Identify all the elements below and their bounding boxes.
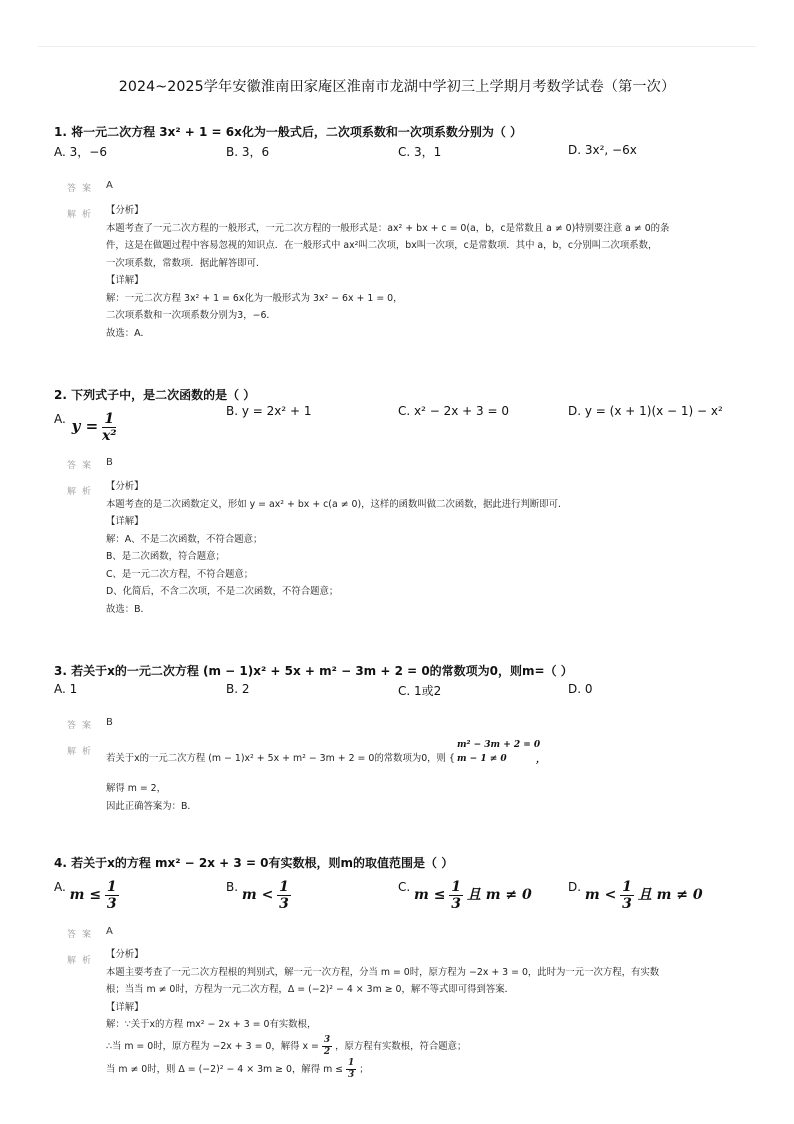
q1-option-c[interactable]: C. 3，1	[398, 145, 442, 159]
q4-line: 根；当当 m ≠ 0时，方程为一元二次方程，Δ = (−2)² − 4 × 3m ≥ 0，解不等式即可得到答案．	[106, 984, 514, 995]
q4-option-fraction	[105, 880, 119, 911]
q1-option-a[interactable]: A. 3，−6	[54, 145, 107, 159]
q4-option-letter: D.	[568, 880, 582, 894]
fraction-numerator: 3	[323, 1034, 331, 1045]
q1-line: 故选：A．	[106, 327, 150, 339]
q2-solution	[106, 478, 746, 618]
q4-line: 本题主要考查了一元二次方程根的判别式，解一元一次方程，分当 m = 0时，原方程为 −2x + 3 = 0，此时为一元一次方程，有实数	[106, 966, 660, 978]
q4-line: 解：∵关于x的方程 mx² − 2x + 3 = 0有实数根，	[106, 1019, 317, 1030]
q4-option-letter: B.	[226, 880, 239, 894]
q3-option-a[interactable]: A. 1	[54, 682, 78, 696]
q4-option-b[interactable]	[226, 872, 291, 912]
q1-line: 二次项系数和一次项系数分别为3，−6．	[106, 310, 276, 321]
q3-option-c[interactable]: C. 1或2	[398, 684, 442, 698]
fraction-numerator: 1	[106, 879, 117, 895]
q2-option-c[interactable]: C. x² − 2x + 3 = 0	[398, 404, 509, 418]
q4-line-6-fraction	[322, 1036, 332, 1057]
q1-line: 解：一元二次方程 3x² + 1 = 6x化为一般形式为 3x² − 6x + 1 = 0，	[106, 292, 403, 304]
fraction-denominator: 3	[279, 896, 289, 912]
q2-line: 【分析】	[106, 481, 144, 492]
fraction-numerator: 1	[102, 412, 116, 428]
fraction-denominator: 3	[451, 896, 462, 912]
q2-option-a-letter: A.	[54, 412, 66, 426]
q1-line: 【分析】	[106, 205, 144, 216]
q4-option-lhs: m <	[241, 887, 274, 903]
q4-line-6-pre: ∴当 m = 0时，原方程为 −2x + 3 = 0，解得 x =	[106, 1040, 319, 1052]
q4-option-lhs: m <	[584, 887, 617, 903]
q3-analysis-label: 解析	[67, 747, 98, 757]
q4-line: 【详解】	[106, 1001, 144, 1013]
q1-option-b[interactable]: B. 3，6	[226, 145, 270, 159]
q2-line: B、是二次函数，符合题意；	[106, 551, 225, 562]
header-divider	[38, 46, 756, 47]
q4-option-fraction	[277, 880, 291, 911]
q3-line: 解得 m = 2，	[106, 783, 167, 794]
q4-option-lhs: m ≤	[414, 887, 446, 903]
q4-line: 【分析】	[106, 949, 144, 960]
q4-line-6	[106, 1036, 746, 1057]
q2-line: 【详解】	[106, 516, 144, 527]
page-title: 2024~2025学年安徽淮南田家庵区淮南市龙湖中学初三上学期月考数学试卷（第一次）	[118, 79, 676, 95]
fraction-denominator: 3	[622, 896, 632, 912]
q4-option-lhs: m ≤	[69, 887, 102, 903]
q4-line-6-post: ，原方程有实数根，符合题意；	[335, 1040, 467, 1052]
q2-option-a-fraction	[102, 412, 116, 443]
q1-analysis-label: 解析	[67, 210, 98, 220]
q3-answer-label: 答案	[67, 721, 98, 731]
q4-line-7-pre: 当 m ≠ 0时，则 Δ = (−2)² − 4 × 3m ≥ 0，解得 m ≤	[106, 1063, 344, 1075]
q2-line: D、化简后，不含二次项，不是二次函数，不符合题意；	[106, 586, 339, 597]
q2-option-a[interactable]	[54, 404, 117, 444]
q1-option-d[interactable]: D. 3x², −6x	[568, 143, 637, 157]
q1-line: 【详解】	[106, 275, 144, 286]
fraction-numerator: 1	[451, 879, 462, 895]
q4-line-7-fraction	[346, 1059, 356, 1080]
q2-option-d[interactable]: D. y = (x + 1)(x − 1) − x²	[568, 404, 723, 418]
question-2-options	[54, 404, 754, 442]
q3-option-d[interactable]: D. 0	[568, 682, 593, 696]
fraction-numerator: 1	[622, 879, 632, 895]
q4-answer: A	[106, 926, 113, 937]
q2-analysis-label: 解析	[67, 487, 98, 497]
question-2-stem: 2. 下列式子中，是二次函数的是（ ）	[54, 388, 256, 402]
q2-line: 故选：B．	[106, 603, 150, 615]
q2-option-b[interactable]: B. y = 2x² + 1	[226, 404, 312, 418]
fraction-numerator: 1	[279, 879, 289, 895]
q3-system-top: m² − 3m + 2 = 0	[457, 740, 541, 750]
q1-line: 本题考查了一元二次方程的一般形式，一元二次方程的一般形式是：ax² + bx + c = 0(a，b，c是常数且 a ≠ 0)特别要注意 a ≠ 0的条	[106, 222, 670, 234]
q2-answer: B	[106, 457, 113, 468]
q1-answer-label: 答案	[67, 184, 98, 194]
q4-line-7	[106, 1059, 746, 1080]
q4-option-d[interactable]	[568, 872, 703, 912]
q4-option-letter: C.	[398, 880, 411, 894]
q2-answer-label: 答案	[67, 461, 98, 471]
fraction-denominator: x²	[101, 428, 117, 444]
q3-solution-line-1: 若关于x的一元二次方程 (m − 1)x² + 5x + m² − 3m + 2 = 0的常数项为0，则 {	[106, 753, 455, 764]
q4-option-c[interactable]	[398, 872, 532, 912]
q2-line: C、是一元二次方程，不符合题意；	[106, 568, 254, 580]
q4-answer-label: 答案	[67, 930, 98, 940]
q4-option-fraction	[620, 880, 634, 911]
q2-line: 本题考查的是二次函数定义，形如 y = ax² + bx + c(a ≠ 0)，这样的函数叫做二次函数，据此进行判断即可．	[106, 498, 568, 510]
q1-solution	[106, 202, 746, 342]
question-1-stem: 1. 将一元二次方程 3x² + 1 = 6x化为一般式后，二次项系数和一次项系数分别为（ ）	[54, 125, 523, 139]
q1-line: 一次项系数，常数项．据此解答即可．	[106, 257, 266, 269]
fraction-denominator: 3	[106, 896, 117, 912]
q4-line-7-post: ；	[359, 1063, 369, 1075]
fraction-denominator: 3	[348, 1069, 355, 1080]
q1-answer: A	[106, 180, 113, 191]
q3-answer: B	[106, 717, 113, 728]
q3-system-bottom: m − 1 ≠ 0	[457, 754, 507, 764]
q3-option-b[interactable]: B. 2	[226, 682, 250, 696]
fraction-denominator: 2	[323, 1046, 331, 1057]
q4-analysis-label: 解析	[67, 956, 98, 966]
question-3-options	[54, 682, 754, 712]
q4-option-tail: 且 m ≠ 0	[466, 887, 532, 903]
q4-option-a[interactable]	[54, 872, 119, 912]
question-4-options	[54, 872, 754, 912]
q2-option-a-lhs: y =	[71, 417, 99, 435]
q3-line: 因此正确答案为：B．	[106, 800, 197, 812]
q4-option-letter: A.	[54, 880, 66, 894]
fraction-numerator: 1	[348, 1057, 355, 1068]
q4-option-fraction	[449, 880, 463, 911]
question-1-options	[54, 143, 754, 173]
q1-line: 件，这是在做题过程中容易忽视的知识点．在一般形式中 ax²叫二次项，bx叫一次项，c是常数项．其中 a，b，c分别叫二次项系数，	[106, 240, 658, 251]
q4-option-tail: 且 m ≠ 0	[637, 887, 703, 903]
q3-solution	[106, 780, 746, 815]
question-4-stem: 4. 若关于x的方程 mx² − 2x + 3 = 0有实数根，则m的取值范围是（ ）	[54, 856, 454, 870]
q3-system-tail: ，	[536, 755, 546, 765]
q2-line: 解：A、不是二次函数，不符合题意；	[106, 533, 263, 545]
question-3-stem: 3. 若关于x的一元二次方程 (m − 1)x² + 5x + m² − 3m + 2 = 0的常数项为0，则m=（ ）	[54, 664, 573, 678]
q4-solution	[106, 946, 746, 1080]
